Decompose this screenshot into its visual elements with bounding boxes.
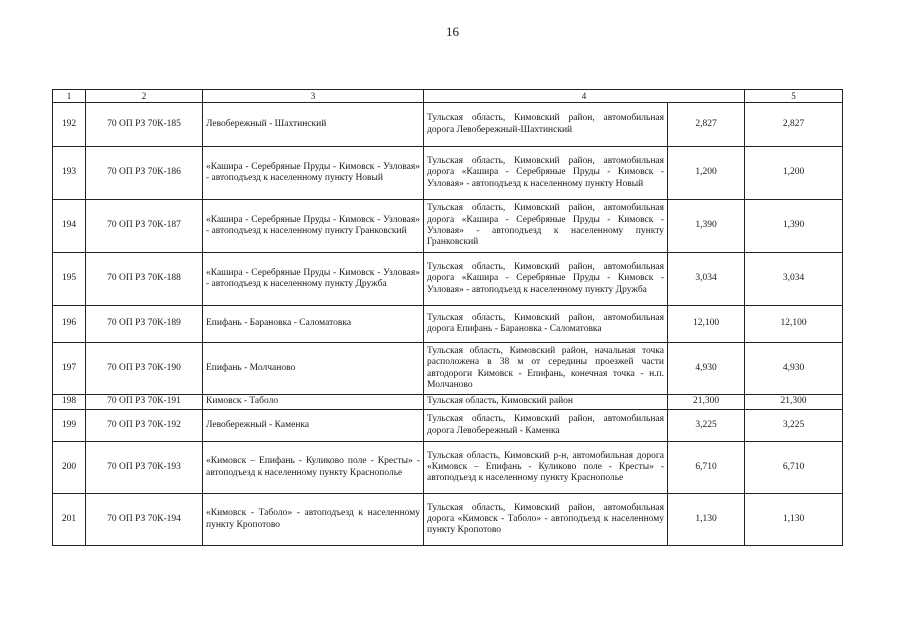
row-number: 193 [53,147,86,200]
row-number: 197 [53,343,86,395]
row-number: 200 [53,442,86,494]
row-number: 199 [53,410,86,442]
road-length: 21,300 [668,395,745,410]
road-length: 1,130 [668,494,745,546]
road-length: 6,710 [668,442,745,494]
road-id: 70 ОП РЗ 70К-190 [86,343,203,395]
road-location: Тульская область, Кимовский район, автомобильная дорога «Кашира - Серебряные Пруды - Кимовск - Узловая» - автоподъезд к населенному пункту Гранковский [424,200,668,253]
road-id: 70 ОП РЗ 70К-193 [86,442,203,494]
row-number: 194 [53,200,86,253]
road-length: 12,100 [668,306,745,343]
road-name: Епифань - Барановка - Саломатовка [203,306,424,343]
road-location: Тульская область, Кимовский район, автомобильная дорога «Кимовск - Таболо» - автоподъезд к населенному пункту Кропотово [424,494,668,546]
road-length-total: 3,225 [745,410,843,442]
road-location: Тульская область, Кимовский район, автомобильная дорога Левобережный-Шахтинский [424,103,668,147]
table-row [53,494,843,546]
road-name: «Кашира - Серебряные Пруды - Кимовск - Узловая» - автоподъезд к населенному пункту Гранковский [203,200,424,253]
road-name: «Кимовск - Таболо» - автоподъезд к населенному пункту Кропотово [203,494,424,546]
road-length-total: 6,710 [745,442,843,494]
road-name: «Кимовск – Епифань - Куликово поле - Кресты» - автоподъезд к населенному пункту Краснополье [203,442,424,494]
column-header-2: 2 [86,90,203,103]
road-id: 70 ОП РЗ 70К-189 [86,306,203,343]
row-number: 196 [53,306,86,343]
road-length: 3,034 [668,253,745,306]
road-length: 3,225 [668,410,745,442]
road-name: Епифань - Молчаново [203,343,424,395]
road-id: 70 ОП РЗ 70К-186 [86,147,203,200]
road-length: 1,390 [668,200,745,253]
table-row [53,442,843,494]
table-row [53,253,843,306]
table-row [53,410,843,442]
road-location: Тульская область, Кимовский район, автомобильная дорога Левобережный - Каменка [424,410,668,442]
road-location: Тульская область, Кимовский район, начальная точка расположена в 38 м от середины проезжей части автодороги Кимовск - Епифань, конечная точка - н.п. Молчаново [424,343,668,395]
road-length-total: 4,930 [745,343,843,395]
page-number: 16 [446,24,459,39]
road-location: Тульская область, Кимовский район, автомобильная дорога «Кашира - Серебряные Пруды - Кимовск - Узловая» - автоподъезд к населенному пункту Дружба [424,253,668,306]
table-header-row [53,90,843,103]
road-length: 1,200 [668,147,745,200]
road-length-total: 21,300 [745,395,843,410]
table-row [53,200,843,253]
road-length-total: 1,390 [745,200,843,253]
table-row [53,147,843,200]
row-number: 198 [53,395,86,410]
road-name: «Кашира - Серебряные Пруды - Кимовск - Узловая» - автоподъезд к населенному пункту Новый [203,147,424,200]
road-name: Кимовск - Таболо [203,395,424,410]
road-length: 4,930 [668,343,745,395]
road-name: «Кашира - Серебряные Пруды - Кимовск - Узловая» - автоподъезд к населенному пункту Дружба [203,253,424,306]
road-id: 70 ОП РЗ 70К-191 [86,395,203,410]
road-length-total: 12,100 [745,306,843,343]
roads-table [52,89,843,546]
road-id: 70 ОП РЗ 70К-188 [86,253,203,306]
road-location: Тульская область, Кимовский район, автомобильная дорога Епифань - Барановка - Саломатовка [424,306,668,343]
road-length-total: 1,130 [745,494,843,546]
row-number: 201 [53,494,86,546]
column-header-1: 1 [53,90,86,103]
road-location: Тульская область, Кимовский р-н, автомобильная дорога «Кимовск – Епифань - Куликово поле - Кресты» - автоподъезд к населенному пункту Краснополье [424,442,668,494]
column-header-5: 5 [745,90,843,103]
row-number: 192 [53,103,86,147]
table-row [53,343,843,395]
road-length: 2,827 [668,103,745,147]
road-length-total: 3,034 [745,253,843,306]
table-row [53,306,843,343]
road-name: Левобережный - Каменка [203,410,424,442]
road-id: 70 ОП РЗ 70К-185 [86,103,203,147]
road-location: Тульская область, Кимовский район [424,395,668,410]
road-id: 70 ОП РЗ 70К-192 [86,410,203,442]
column-header-4: 4 [424,90,745,103]
row-number: 195 [53,253,86,306]
table-row [53,395,843,410]
road-length-total: 1,200 [745,147,843,200]
road-length-total: 2,827 [745,103,843,147]
road-id: 70 ОП РЗ 70К-194 [86,494,203,546]
road-name: Левобережный - Шахтинский [203,103,424,147]
road-location: Тульская область, Кимовский район, автомобильная дорога «Кашира - Серебряные Пруды - Кимовск - Узловая» - автоподъезд к населенному пункту Новый [424,147,668,200]
column-header-3: 3 [203,90,424,103]
road-id: 70 ОП РЗ 70К-187 [86,200,203,253]
table-row [53,103,843,147]
